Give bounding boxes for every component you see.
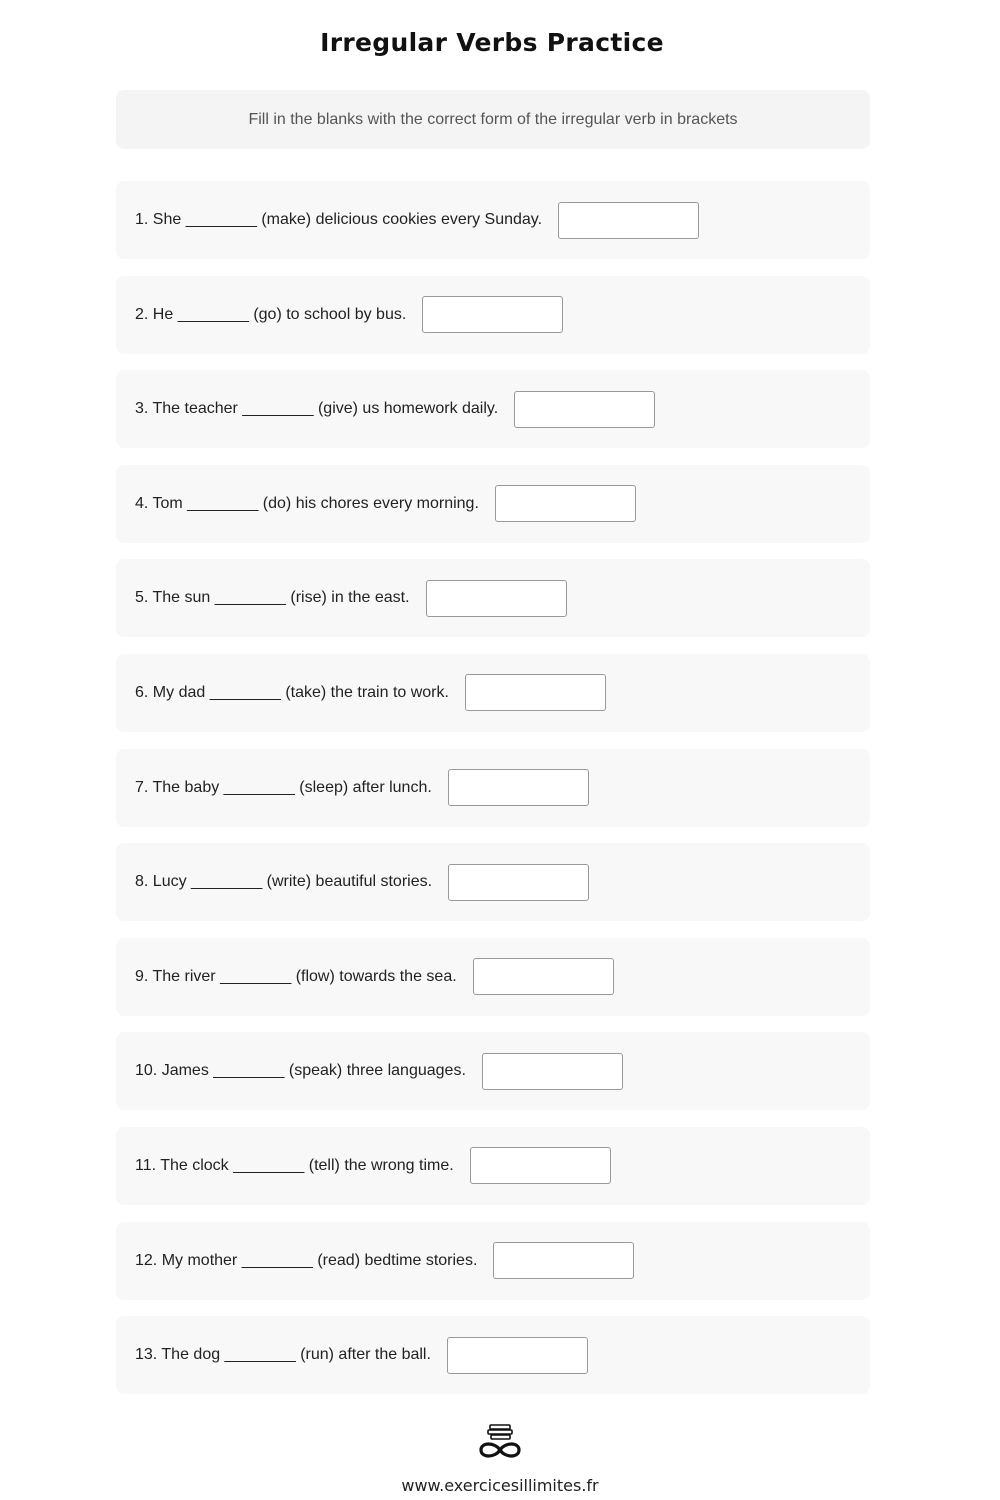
exercise-item-13	[116, 1316, 870, 1394]
exercise-text: 3. The teacher ________ (give) us homework daily.	[135, 400, 499, 418]
footer	[0, 1422, 1000, 1495]
exercise-list	[116, 181, 870, 1411]
answer-input-11[interactable]	[470, 1147, 611, 1184]
exercise-text: 12. My mother ________ (read) bedtime stories.	[135, 1251, 478, 1269]
answer-input-1[interactable]	[558, 202, 699, 239]
exercise-text: 4. Tom ________ (do) his chores every morning.	[135, 494, 479, 512]
exercise-text: 2. He ________ (go) to school by bus.	[135, 305, 407, 323]
instructions-text: Fill in the blanks with the correct form of the irregular verb in brackets	[248, 110, 738, 128]
exercise-item-3	[116, 370, 870, 448]
exercise-item-10	[116, 1032, 870, 1110]
answer-input-13[interactable]	[447, 1337, 588, 1374]
answer-input-12[interactable]	[493, 1242, 634, 1279]
exercise-text: 11. The clock ________ (tell) the wrong time.	[135, 1156, 454, 1174]
answer-input-6[interactable]	[465, 674, 606, 711]
answer-input-7[interactable]	[448, 769, 589, 806]
exercise-text: 9. The river ________ (flow) towards the sea.	[135, 967, 457, 985]
exercise-item-4	[116, 465, 870, 543]
exercise-item-1	[116, 181, 870, 259]
exercise-item-12	[116, 1222, 870, 1300]
exercise-text: 7. The baby ________ (sleep) after lunch.	[135, 778, 432, 796]
exercise-item-5	[116, 559, 870, 637]
answer-input-5[interactable]	[426, 580, 567, 617]
exercise-text: 6. My dad ________ (take) the train to work.	[135, 683, 449, 701]
exercise-text: 5. The sun ________ (rise) in the east.	[135, 589, 410, 607]
answer-input-9[interactable]	[473, 958, 614, 995]
exercise-item-6	[116, 654, 870, 732]
site-url[interactable]: www.exercicesillimites.fr	[401, 1476, 599, 1495]
exercise-item-2	[116, 276, 870, 354]
exercise-text: 13. The dog ________ (run) after the ball.	[135, 1346, 431, 1364]
page-title: Irregular Verbs Practice	[320, 28, 664, 57]
answer-input-8[interactable]	[448, 864, 589, 901]
answer-input-4[interactable]	[495, 485, 636, 522]
exercise-item-8	[116, 843, 870, 921]
books-infinity-logo-icon	[475, 1422, 525, 1462]
exercise-item-7	[116, 749, 870, 827]
answer-input-10[interactable]	[482, 1053, 623, 1090]
instructions-box	[116, 90, 870, 149]
exercise-text: 10. James ________ (speak) three languages.	[135, 1062, 466, 1080]
exercise-item-11	[116, 1127, 870, 1205]
answer-input-3[interactable]	[514, 391, 655, 428]
exercise-text: 1. She ________ (make) delicious cookies every Sunday.	[135, 211, 543, 228]
answer-input-2[interactable]	[422, 296, 563, 333]
exercise-item-9	[116, 938, 870, 1016]
exercise-text: 8. Lucy ________ (write) beautiful stories.	[135, 873, 433, 891]
